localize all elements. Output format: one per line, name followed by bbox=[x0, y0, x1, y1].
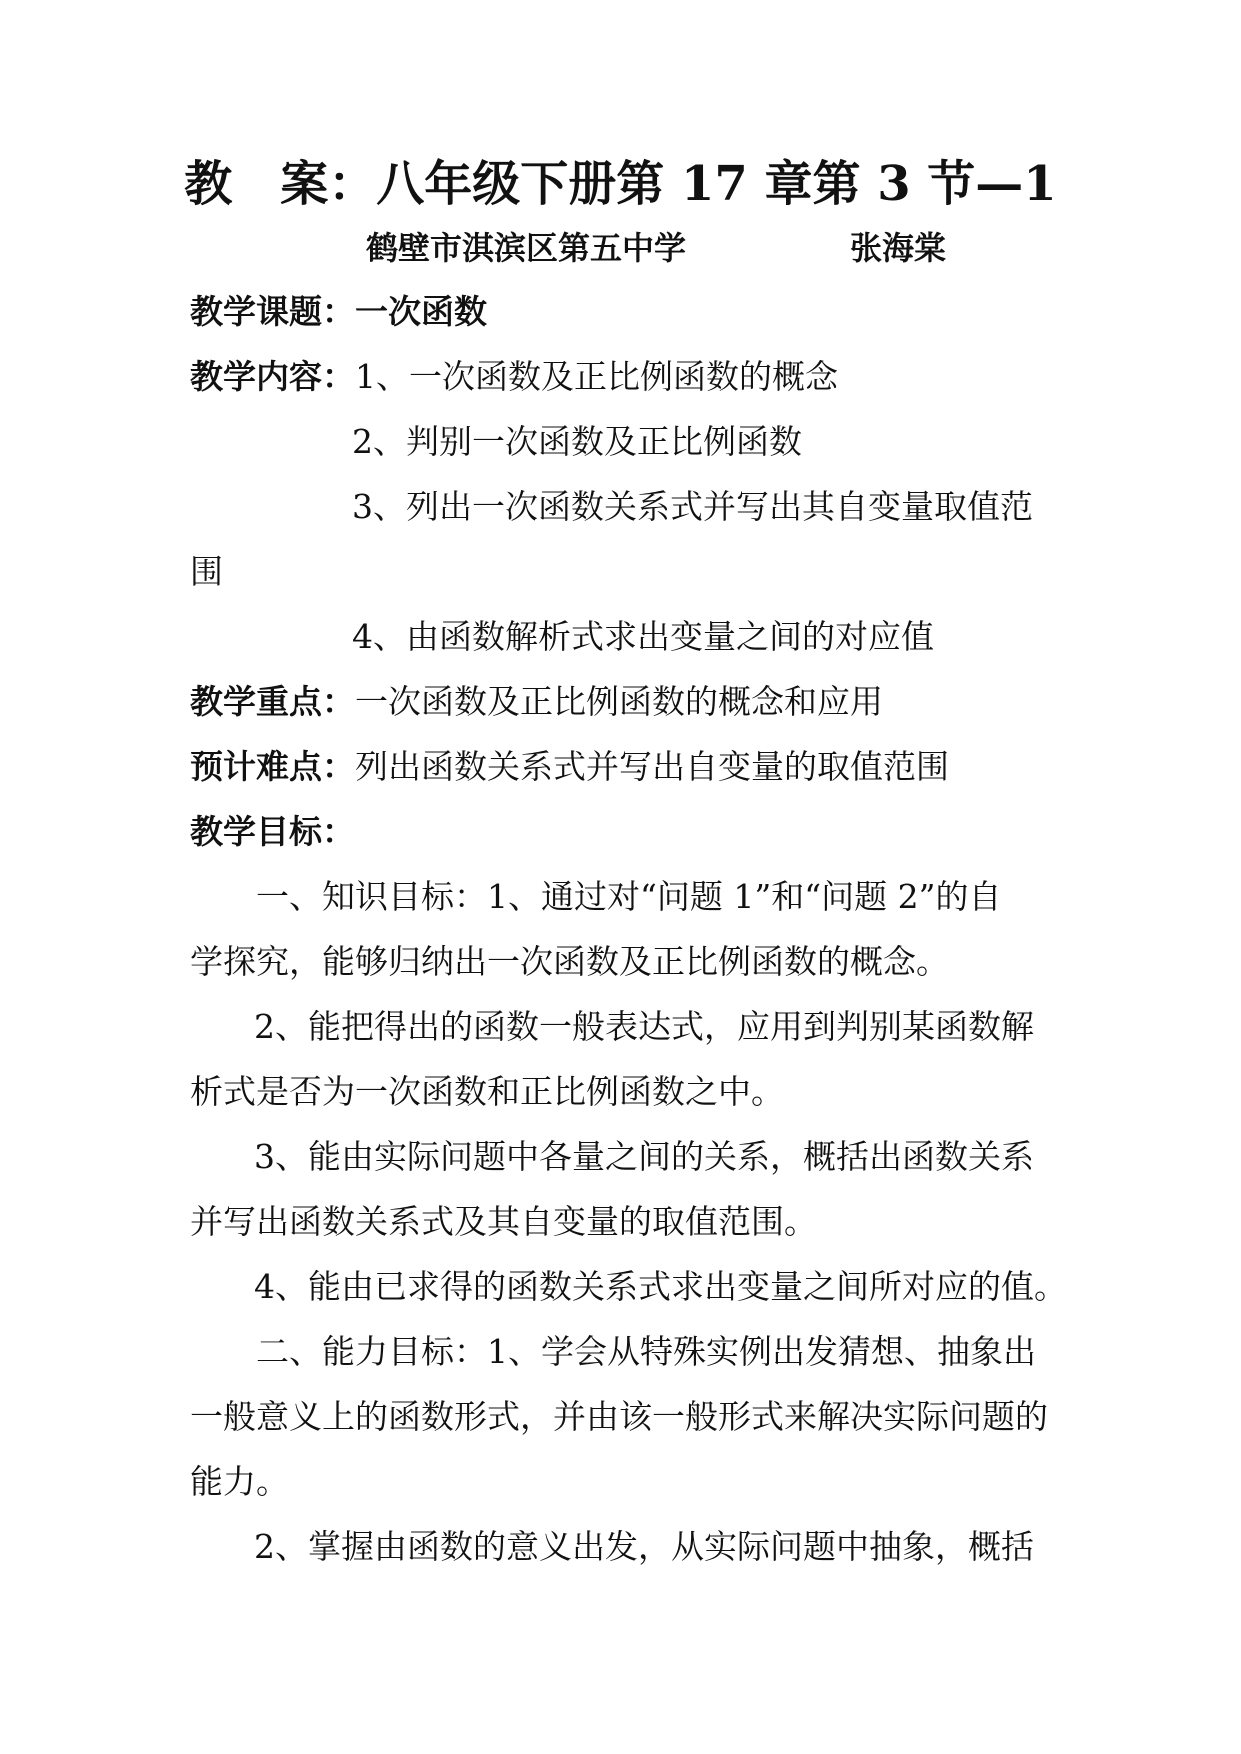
focus-row bbox=[190, 682, 883, 722]
difficulty-label: 预计难点： bbox=[190, 747, 355, 786]
goal-line-3: 2、能把得出的函数一般表达式，应用到判别某函数解 bbox=[254, 1007, 1034, 1046]
content-item-4: 4、由函数解析式求出变量之间的对应值 bbox=[352, 617, 934, 656]
school-name: 鹤壁市淇滨区第五中学 bbox=[366, 229, 687, 267]
document-title: 教 案：八年级下册第 17 章第 3 节—1 bbox=[184, 156, 1057, 212]
content-label: 教学内容： bbox=[190, 357, 355, 396]
content-item-3: 3、列出一次函数关系式并写出其自变量取值范 bbox=[352, 487, 1033, 526]
content-row bbox=[190, 357, 838, 397]
difficulty-value: 列出函数关系式并写出自变量的取值范围 bbox=[355, 747, 949, 786]
goal-line-5: 3、能由实际问题中各量之间的关系，概括出函数关系 bbox=[254, 1137, 1034, 1176]
goal-line-10: 能力。 bbox=[190, 1462, 289, 1501]
topic-value: 一次函数 bbox=[355, 292, 487, 331]
author-name: 张海棠 bbox=[850, 229, 947, 267]
focus-value: 一次函数及正比例函数的概念和应用 bbox=[355, 682, 883, 721]
goal-line-7: 4、能由已求得的函数关系式求出变量之间所对应的值。 bbox=[254, 1267, 1067, 1306]
goal-line-11: 2、掌握由函数的意义出发，从实际问题中抽象，概括 bbox=[254, 1527, 1034, 1566]
focus-label: 教学重点： bbox=[190, 682, 355, 721]
topic-row bbox=[190, 292, 487, 332]
content-item-3-cont: 围 bbox=[190, 552, 223, 591]
content-item-1: 1、一次函数及正比例函数的概念 bbox=[355, 357, 838, 396]
goal-line-1: 一、知识目标：1、通过对“问题 1”和“问题 2”的自 bbox=[256, 877, 1002, 916]
topic-label: 教学课题： bbox=[190, 292, 355, 331]
goal-line-4: 析式是否为一次函数和正比例函数之中。 bbox=[190, 1072, 784, 1111]
goal-line-8: 二、能力目标：1、学会从特殊实例出发猜想、抽象出 bbox=[256, 1332, 1036, 1371]
goal-line-6: 并写出函数关系式及其自变量的取值范围。 bbox=[190, 1202, 817, 1241]
difficulty-row bbox=[190, 747, 949, 787]
content-item-2: 2、判别一次函数及正比例函数 bbox=[352, 422, 802, 461]
goals-label: 教学目标： bbox=[190, 812, 355, 851]
goal-line-9: 一般意义上的函数形式，并由该一般形式来解决实际问题的 bbox=[190, 1397, 1048, 1436]
goal-line-2: 学探究，能够归纳出一次函数及正比例函数的概念。 bbox=[190, 942, 949, 981]
